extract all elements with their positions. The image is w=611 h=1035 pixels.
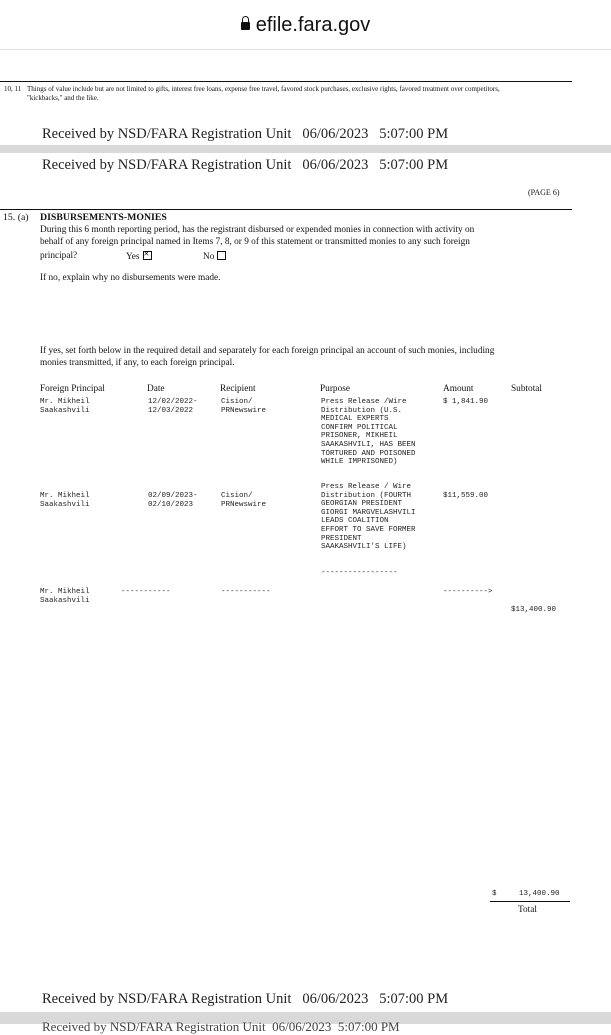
row1-recipient: Cision/ PRNewswire [221,398,267,415]
question-line-3: principal? [40,251,78,261]
row2-date: 02/09/2023- 02/10/2023 [148,492,198,509]
row2-recipient: Cision/ PRNewswire [221,492,267,509]
row1-principal: Mr. Mikheil Saakashvili [40,398,90,415]
total-rule [490,901,570,902]
row2-amount: $11,559.00 [443,492,489,500]
question-line-2: behalf of any foreign principal named in Items 7, 8, or 9 of this statement or transmitted monies to any such foreign [40,237,470,247]
summary-date-dashes: ----------- [121,588,171,596]
row1-date: 12/02/2022- 12/03/2022 [148,398,198,415]
header-date: Date [147,384,165,394]
lock-icon [241,22,250,30]
footnote-line-2: "kickbacks," and the like. [27,94,99,102]
received-stamp-partial: Received by NSD/FARA Registration Unit 06/06/2023 5:07:00 PM [42,1019,400,1034]
total-value: 13,400.90 [519,890,560,898]
received-stamp: Received by NSD/FARA Registration Unit 06/06/2023 5:07:00 PM [42,126,449,142]
summary-recipient-dashes: ----------- [221,588,271,596]
url-bar-divider [0,49,611,50]
received-stamp: Received by NSD/FARA Registration Unit 06/06/2023 5:07:00 PM [42,991,449,1007]
header-purpose: Purpose [320,384,350,394]
row2-purpose: Press Release / Wire Distribution (FOURTH GEORGIAN PRESIDENT GIORGI MARGVELASHVILI LEADS COALITION EFFORT TO SAVE FORMER PRESIDENT SAAKASHVILI'S LIFE) [321,483,416,552]
section-title: DISBURSEMENTS-MONIES [40,212,167,223]
section-rule [0,209,572,210]
no-checkbox[interactable] [217,251,226,260]
yes-option [126,251,152,263]
section-number: 15. (a) [3,212,29,223]
row2-principal: Mr. Mikheil Saakashvili [40,492,90,509]
total-currency: $ [492,890,497,898]
row1-amount: $ 1,841.90 [443,398,489,406]
purpose-dashes: ----------------- [321,569,398,577]
page-break [0,1012,611,1034]
footnote-rule [0,81,572,82]
received-stamp: Received by NSD/FARA Registration Unit 06/06/2023 5:07:00 PM [42,157,449,173]
header-amount: Amount [443,384,474,394]
total-label: Total [518,905,537,915]
yes-label: Yes [126,252,140,262]
header-foreign-principal: Foreign Principal [40,384,105,394]
page-label: (PAGE 6) [528,188,560,197]
header-subtotal: Subtotal [511,384,542,394]
if-yes-line-1: If yes, set forth below in the required detail and separately for each foreign principal an account of such monies, including [40,346,495,356]
if-yes-line-2: monies transmitted, if any, to each foreign principal. [40,358,235,368]
browser-url-bar[interactable] [0,0,611,50]
if-no-instruction: If no, explain why no disbursements were made. [40,273,221,283]
url-text: efile.fara.gov [255,14,371,36]
summary-principal: Mr. Mikheil Saakashvili [40,588,90,605]
address-display[interactable] [0,14,611,37]
footnote-ref: 10, 11 [4,85,22,93]
footnote-line-1: Things of value include but are not limited to gifts, interest free loans, expense free travel, favored stock purchases, exclusive rights, favored treatment over competitors, [27,85,500,93]
summary-arrow: ----------> [443,588,493,596]
no-option [203,251,226,263]
header-recipient: Recipient [220,384,256,394]
row1-purpose: Press Release /Wire Distribution (U.S. MEDICAL EXPERTS CONFIRM POLITICAL PRISONER, MIKHEIL SAAKASHVILI, HAS BEEN TORTURED AND POISONED WHILE IMPRISONED) [321,398,416,467]
page-break [0,145,611,153]
yes-checkbox[interactable] [143,251,152,260]
no-label: No [203,252,215,262]
question-line-1: During this 6 month reporting period, has the registrant disbursed or expended monies in connection with activity on [40,225,475,235]
summary-subtotal: $13,400.90 [511,606,557,614]
